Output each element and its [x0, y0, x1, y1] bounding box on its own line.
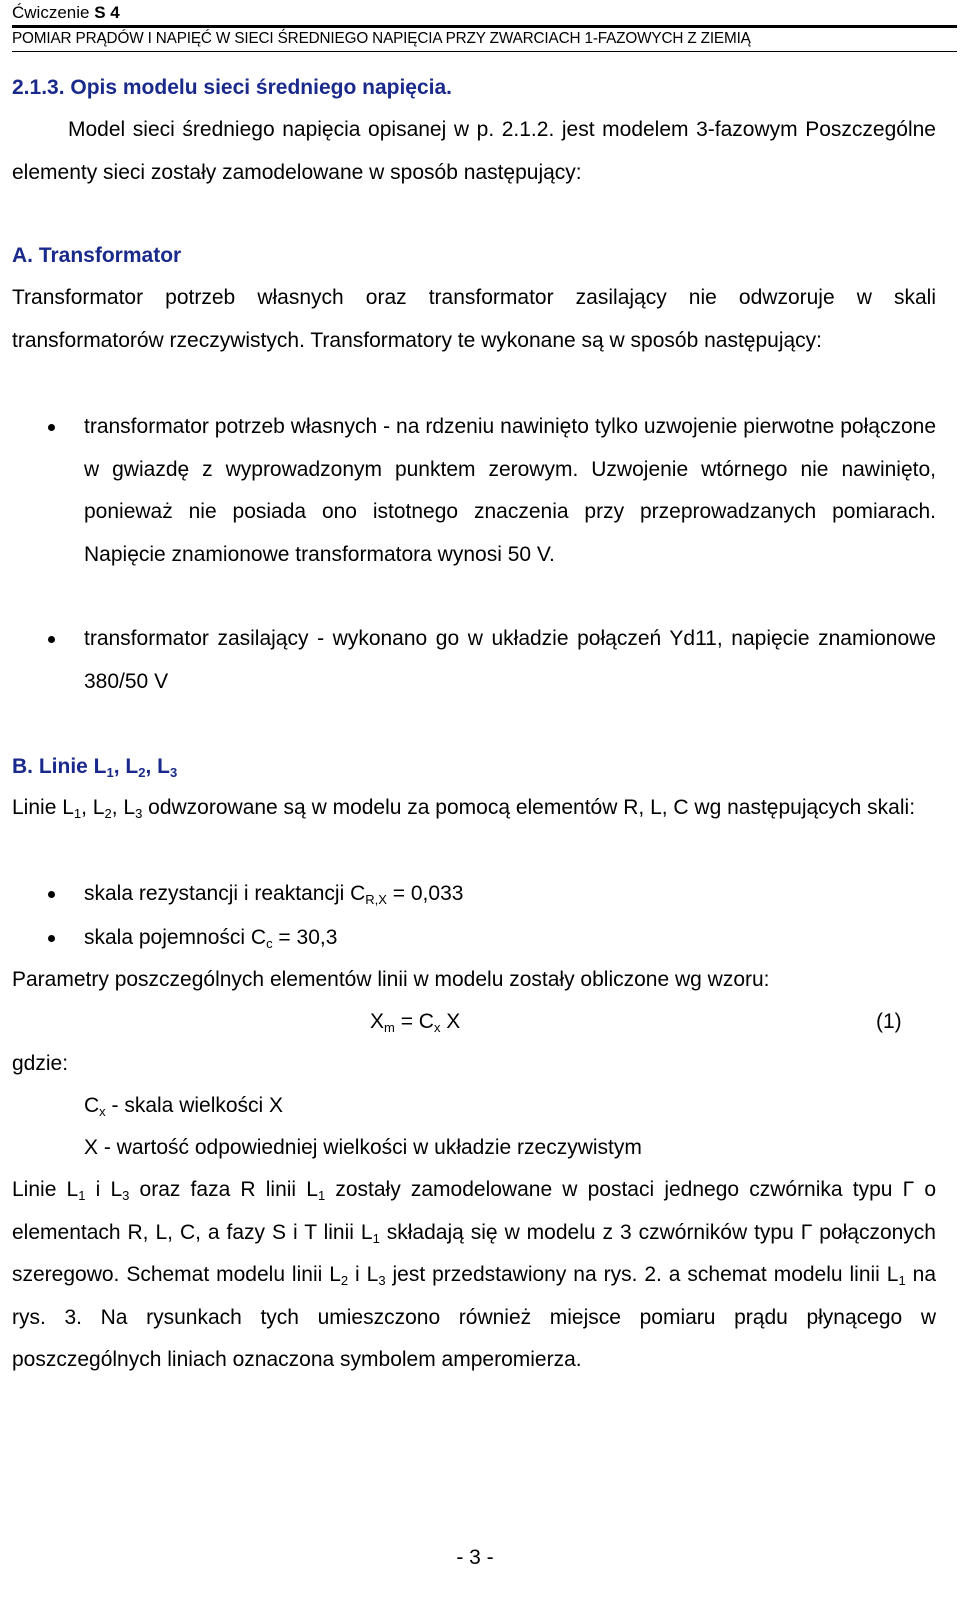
bullet-dot — [48, 935, 55, 942]
definition-x: X - wartość odpowiedniej wielkości w układzie rzeczywistym — [84, 1136, 642, 1159]
exercise-subtitle: POMIAR PRĄDÓW I NAPIĘĆ W SIECI ŚREDNIEGO NAPIĘCIA PRZY ZWARCIACH 1-FAZOWYCH Z ZIEMIĄ — [12, 30, 751, 47]
bullet-dot — [48, 891, 55, 898]
section-heading: 2.1.3. Opis modelu sieci średniego napięcia. — [12, 76, 452, 99]
page-number: - 3 - — [456, 1546, 494, 1569]
section-intro: Model sieci średniego napięcia opisanej w p. 2.1.2. jest modelem 3-fazowym Poszczególne elementy sieci zostały zamodelowane w sposób następujący: — [12, 118, 936, 184]
formula: $X_m = C_x$ X — [370, 1010, 461, 1035]
parameters-text: Parametry poszczególnych elementów linii w modelu zostały obliczone wg wzoru: — [12, 968, 770, 991]
part-a-intro: Transformator potrzeb własnych oraz transformator zasilający nie odwzoruje w skali transformatorów rzeczywistych. Transformatory te wykonane są w sposób następujący: — [12, 286, 936, 352]
scale-capacitance-item: skala pojemności $C_c = 30,3$ — [84, 926, 338, 951]
scale-resistance-item: skala rezystancji i reaktancji $C_{R,X} = 0,033$ — [84, 882, 464, 907]
part-a-bullet-2: transformator zasilający - wykonano go w układzie połączeń Yd11, napięcie znamionowe 380/50 V — [84, 627, 936, 693]
part-b-heading: B. Linie $L_1$, $L_2$, $L_3$ — [12, 755, 178, 780]
where-label: gdzie: — [12, 1052, 69, 1075]
part-b-final-paragraph: Linie $L_1$ i $L_3$ oraz faza R linii $L_1$ zostały zamodelowane w postaci jednego czwórnika typu Γ o elementach R, L, C, a fazy S i T linii $L_1$ składają się w modelu z 3 czwórników typu Γ połączonych szeregowo. Schemat modelu linii $L_2$ i $L_3$ jest przedstawiony na rys. 2. a schemat modelu linii $L_1$ na rys. 3. Na rysunkach tych umieszczono również miejsce pomiaru prądu płynącego w poszczególnych liniach oznaczona symbolem amperomierza. — [12, 1178, 937, 1371]
exercise-id: S 4 — [94, 3, 120, 22]
bullet-dot — [48, 424, 55, 431]
part-a-bullet-1: transformator potrzeb własnych - na rdzeniu nawinięto tylko uzwojenie pierwotne połączone w gwiazdę z wyprowadzonym punktem zerowym. Uzwojenie wtórnego nie nawinięto, ponieważ nie posiada ono istotnego znaczenia przy przeprowadzanych pomiarach. Napięcie znamionowe transformatora wynosi 50 V. — [84, 415, 936, 566]
part-a-heading: A. Transformator — [12, 244, 182, 267]
exercise-label: Ćwiczenie S 4 — [12, 3, 120, 22]
header-rule-thin — [12, 51, 957, 52]
bullet-dot — [48, 636, 55, 643]
part-b-intro: Linie $L_1$, $L_2$, $L_3$ odwzorowane są w modelu za pomocą elementów R, L, C wg następujących skali: — [12, 796, 916, 821]
formula-number: (1) — [876, 1010, 902, 1033]
definition-cx: $C_x$ - skala wielkości X — [84, 1094, 284, 1119]
